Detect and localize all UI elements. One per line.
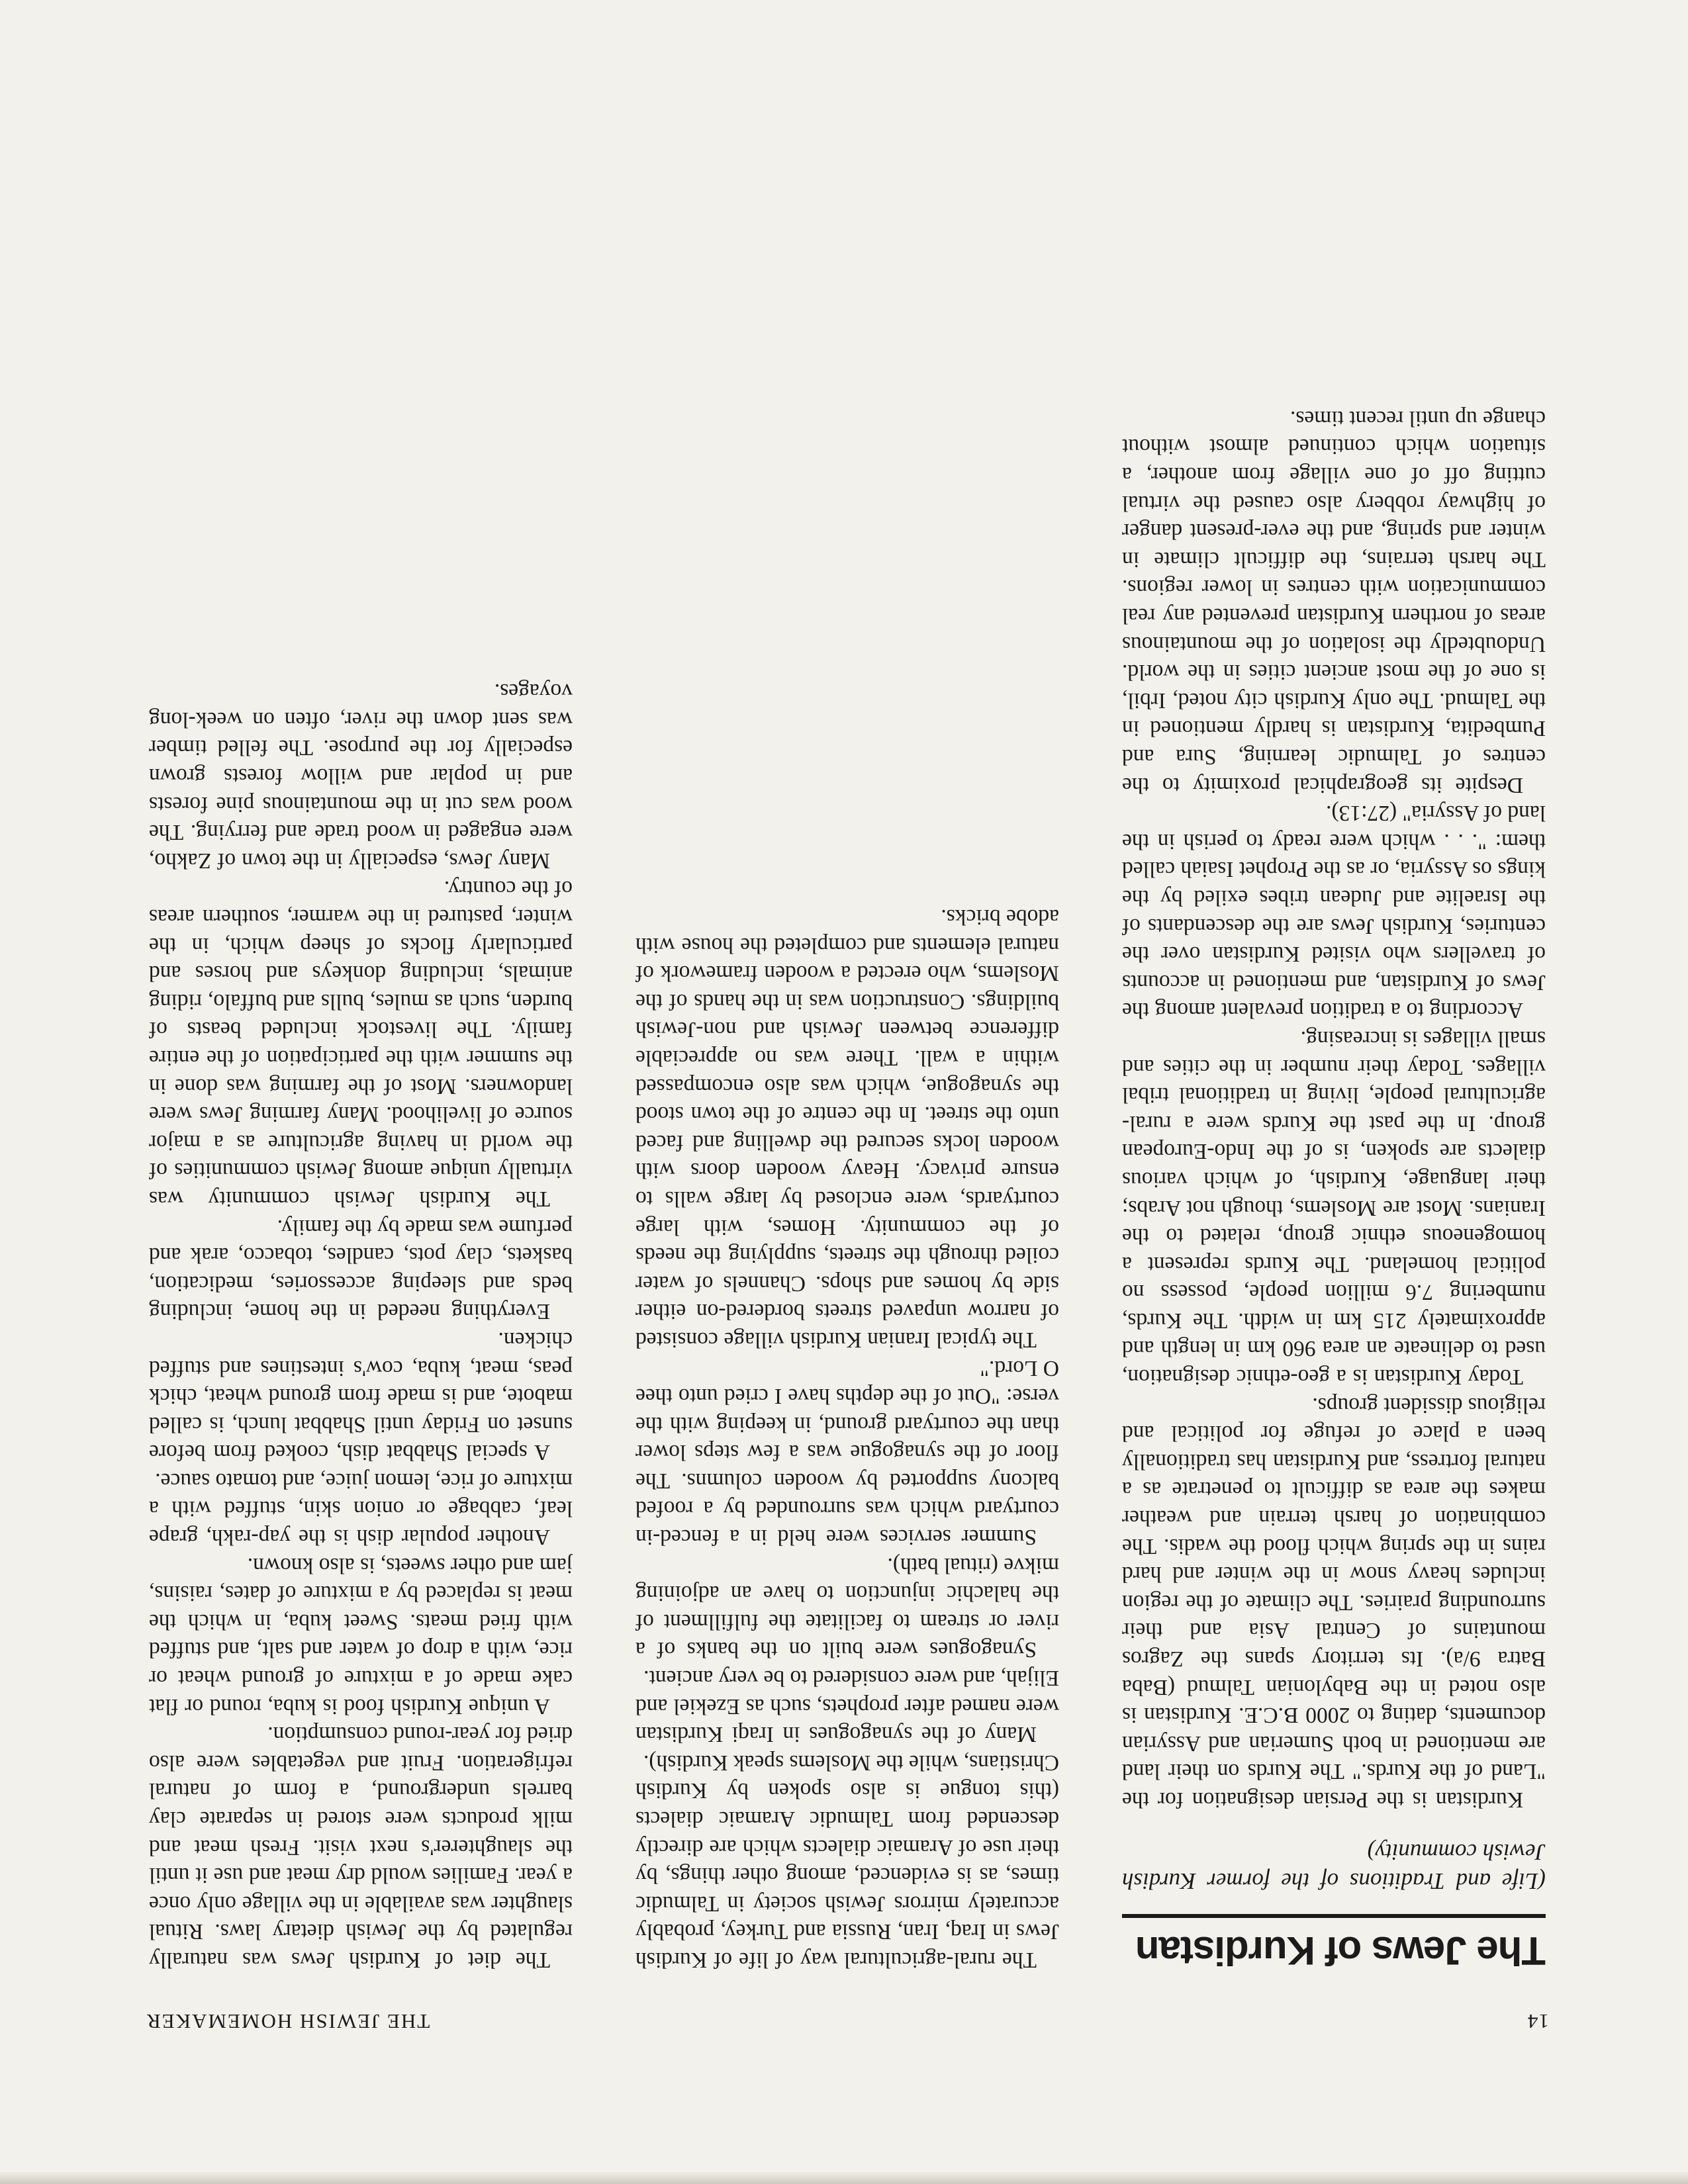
paragraph: Everything needed in the home, including beds and sleeping accessories, medication, baskets, clay pots, candles, tobacco, arak and perfume was made by the family. (149, 1214, 573, 1324)
paragraph: The Kurdish Jewish community was virtually unique among Jewish communities of the world in having agriculture as a major source of livelihood. Many farming Jews were landowners. Most of the farming was done in the summer with the participation of the entire family. The livestock included beasts of burden, such as mules, bulls and buffalo, riding animals, including donkeys and horses and particularly flocks of sheep which, in the winter, pastured in the warmer, southern areas of the country. (149, 876, 573, 1211)
running-header (146, 2007, 1549, 2033)
article-column-1 (1122, 160, 1546, 1974)
paragraph: Kurdistan is the Persian designation for the "Land of the Kurds." The Kurds on their land are mentioned in both Sumerian and Assyrian documents, dating to 2000 B.C.E. Kurdistan is also noted in the Babylonian Talmud (Baba Batra 9/a). Its territory spans the Zagros mountains of Central Asia and their surrounding prairies. The climate of the region includes heavy snow in the winter and hard rains in the spring which flood the wadis. The combination of harsh terrain and weather makes the area as difficult to penetrate as a natural fortress, and Kurdistan has traditionally been a place of refuge for political and religious dissident groups. (1122, 1392, 1546, 1812)
paragraph: Synagogues were built on the banks of a river or stream to facilitate the fulfillment of the halachic injunction to have an adjoining mikve (ritual bath). (635, 1553, 1059, 1662)
paragraph: Despite its geographical proximity to the centres of Talmudic learning, Sura and Pumbedita, Kurdistan is hardly mentioned in the Talmud. The only Kurdish city noted, Irbil, is one of the most ancient cities in the world. Undoubtedly the isolation of the mountainous areas of northern Kurdistan prevented any real communication with centres in lower regions. The harsh terrains, the difficult climate in winter and spring, and the ever-present danger of highway robbery also caused the virtual cutting off of one village from another, a situation which continued almost without change up until recent times. (1122, 406, 1546, 797)
paragraph: The typical Iranian Kurdish village consisted of narrow unpaved streets bordered-on either side by homes and shops. Channels of water coiled through the streets, supplying the needs of the community. Homes, with large courtyards, were enclosed by large walls to ensure privacy. Heavy wooden doors with wooden locks secured the dwelling and faced unto the street. In the centre of the town stood the synagogue, which was also encompassed within a wall. There was no appreciable difference between Jewish and non-Jewish buildings. Construction was in the hands of the Moslems, who erected a wooden framework of natural elements and completed the house with adobe bricks. (635, 905, 1059, 1352)
paragraph: Today Kurdistan is a geo-ethnic designation, used to delineate an area 960 km in length and approximately 215 km in width. The Kurds, numbering 7.6 million people, possess no political homeland. The Kurds represent a homogeneous ethnic group, related to the Iranians. Most are Moslems, though not Arabs; their language, Kurdish, of which various dialects are spoken, is of the Indo-European group. In the past the Kurds were a rural-agricultural people, living in traditional tribal villages. Today their number in the cities and small villages is increasing. (1122, 1026, 1546, 1390)
publication-name: THE JEWISH HOMEMAKER (146, 2010, 430, 2033)
paragraph: A special Shabbat dish, cooked from before sunset on Friday until Shabbat lunch, is called mabote, and is made from ground wheat, chick peas, meat, kuba, cow's intestines and stuffed chicken. (149, 1327, 573, 1465)
title-block (1122, 1837, 1546, 1974)
paragraph: The diet of Kurdish Jews was naturally regulated by the Jewish dietary laws. Ritual slaughter was available in the village only once a year. Families would dry meat and use it until the slaughterer's next visit. Fresh meat and milk products were stored in separate clay barrels underground, a form of natural refrigeration. Fruit and vegetables were also dried for year-round consumption. (149, 1722, 573, 1972)
title-rule (1122, 1914, 1546, 1918)
article-subtitle: (Life and Traditions of the former Kurdish Jewish community) (1122, 1839, 1546, 1894)
paragraph: Summer services were held in a fenced-in courtyard which was surrounded by a roofed balcony supported by wooden columns. The floor of the synagogue was a few steps lower than the courtyard ground, in keeping with the verse: "Out of the depths have I cried unto thee O Lord." (635, 1355, 1059, 1550)
paragraph: The rural-agricultural way of life of Kurdish Jews in Iraq, Iran, Russia and Turkey, probably accurately mirrors Jewish society in Talmudic times, as is evidenced, among other things, by their use of Aramaic dialects which are directly descended from Talmudic Aramaic dialects (this tongue is also spoken by Kurdish Christians, while the Moslems speak Kurdish). (635, 1750, 1059, 1972)
paragraph: Many Jews, especially in the town of Zakho, were engaged in wood trade and ferrying. The wood was cut in the mountainous pine forests and in poplar and willow forests grown especially for the purpose. The felled timber was sent down the river, often on week-long voyages. (149, 679, 573, 873)
article-title: The Jews of Kurdistan (1135, 1929, 1546, 1973)
paragraph: Many of the synagogues in Iraqi Kurdistan were named after prophets, such as Ezekiel and Elijah, and were considered to be very ancient. (635, 1666, 1059, 1747)
paragraph: A unique Kurdish food is kuba, round or flat cake made of a mixture of ground wheat or rice, with a drop of water and salt, and stuffed with fried meats. Sweet kuba, in which the meat is replaced by a mixture of dates, raisins, jam and other sweets, is also known. (149, 1553, 573, 1719)
article-column-2 (635, 160, 1059, 1974)
scan-edge-shadow (0, 2172, 1688, 2184)
paragraph: Another popular dish is the yap-rakh, grape leaf, cabbage or onion skin, stuffed with a mixture of rice, lemon juice, and tomato sauce. (149, 1468, 573, 1550)
page-number: 14 (1527, 2010, 1549, 2033)
paragraph: According to a tradition prevalent among the Jews of Kurdistan, and mentioned in accounts of travellers who visited Kurdistan over the centuries, Kurdish Jews are the descendants of the Israelite and Judean tribes exiled by the kings os Assyria, or as the Prophet Isaiah called them: ". . . which were ready to perish in the land of Assyria" (27:13). (1122, 801, 1546, 1023)
article-column-3 (149, 160, 573, 1974)
